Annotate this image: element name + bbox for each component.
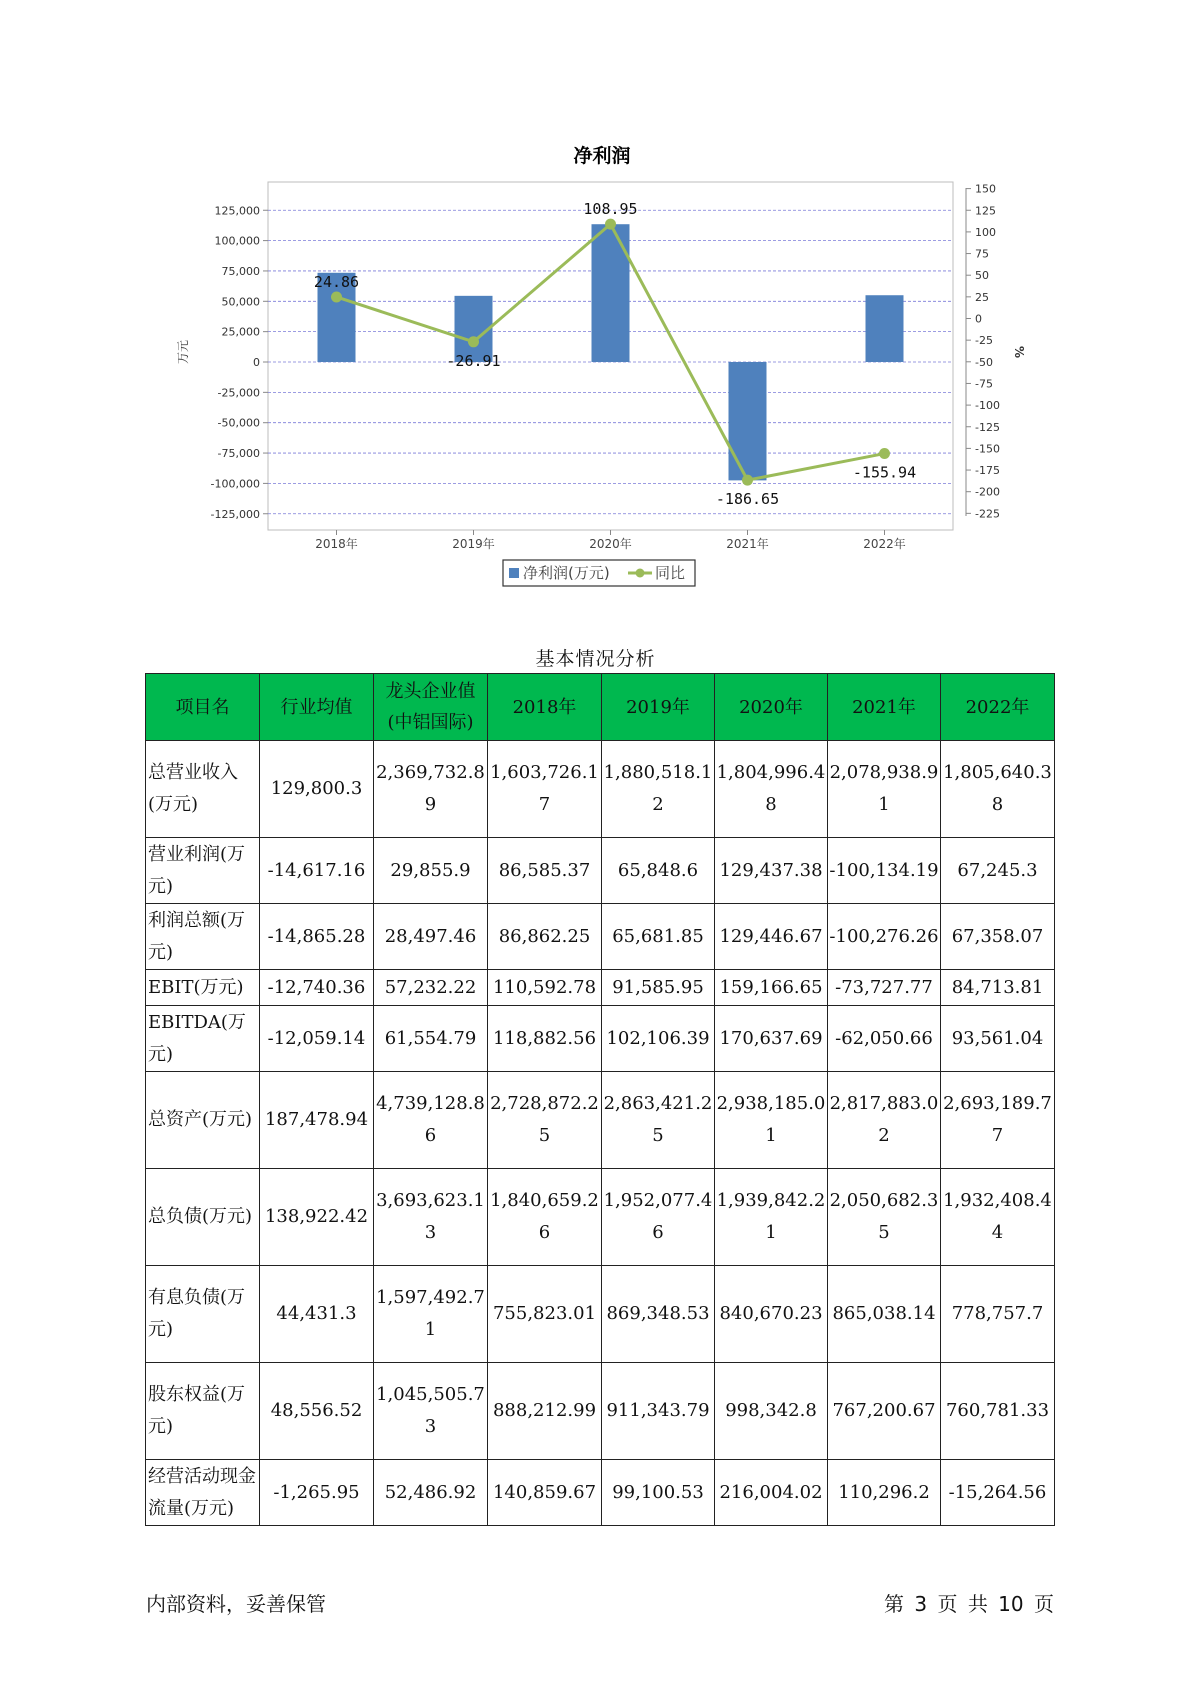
table-cell: 1,597,492.71 (374, 1266, 488, 1363)
table-cell: -15,264.56 (941, 1460, 1055, 1526)
table-cell: 1,952,077.46 (602, 1169, 715, 1266)
right-axis-label: % (1012, 345, 1026, 359)
table-row (146, 1169, 1055, 1266)
table-cell: 65,681.85 (602, 904, 715, 970)
table-title: 基本情况分析 (535, 648, 656, 670)
table-cell: 869,348.53 (602, 1266, 715, 1363)
yoy-point (468, 336, 479, 347)
table-cell: 2,817,883.02 (828, 1072, 941, 1169)
legend-line-marker (636, 569, 645, 578)
data-label: 24.86 (313, 272, 360, 291)
table-cell: 1,805,640.38 (941, 741, 1055, 838)
x-axis-tick-label: 2020年 (589, 537, 632, 551)
table-cell: 138,922.42 (260, 1169, 374, 1266)
table-cell: 187,478.94 (260, 1072, 374, 1169)
table-cell: 44,431.3 (260, 1266, 374, 1363)
left-axis-label: 万元 (176, 339, 190, 365)
right-axis-tick-label: -175 (975, 464, 1000, 478)
right-axis-tick-label: 125 (975, 204, 996, 218)
left-axis-tick-label: 50,000 (221, 295, 260, 309)
yoy-point (605, 219, 616, 230)
x-axis-tick-label: 2019年 (452, 537, 495, 551)
table-cell: 84,713.81 (941, 970, 1055, 1006)
data-label: -186.65 (715, 490, 780, 509)
table-cell: 118,882.56 (488, 1006, 602, 1072)
right-axis-tick-label: -75 (975, 377, 993, 391)
left-axis-tick-label: 25,000 (221, 325, 260, 339)
table-cell: 129,446.67 (715, 904, 828, 970)
right-axis-tick-label: -50 (975, 355, 993, 369)
table-row (146, 904, 1055, 970)
yoy-point (742, 475, 753, 486)
table-row (146, 1072, 1055, 1169)
table-cell: 102,106.39 (602, 1006, 715, 1072)
table-cell: 1,603,726.17 (488, 741, 602, 838)
data-label: -26.91 (446, 351, 501, 370)
right-axis-tick-label: 100 (975, 225, 996, 239)
table-cell: 1,939,842.21 (715, 1169, 828, 1266)
table-cell: 755,823.01 (488, 1266, 602, 1363)
footer-page-number: 第 3 页 共 10 页 (884, 1592, 1054, 1616)
left-axis-tick-label: 100,000 (214, 234, 260, 248)
header-cell: 行业均值 (260, 674, 374, 741)
x-axis-tick-label: 2021年 (726, 537, 769, 551)
table-cell: 1,804,996.48 (715, 741, 828, 838)
table-cell: 2,728,872.25 (488, 1072, 602, 1169)
table-cell: 140,859.67 (488, 1460, 602, 1526)
table-cell: 86,585.37 (488, 838, 602, 904)
basic-analysis-table (145, 673, 1055, 1526)
left-axis-tick-label: -75,000 (217, 447, 260, 461)
left-axis-tick-label: -50,000 (217, 416, 260, 430)
data-label: -155.94 (852, 463, 917, 482)
table-cell: 61,554.79 (374, 1006, 488, 1072)
header-cell: 2021年 (828, 674, 941, 741)
table-cell: 4,739,128.86 (374, 1072, 488, 1169)
right-axis-tick-label: -200 (975, 485, 1000, 499)
table-cell: 170,637.69 (715, 1006, 828, 1072)
table-cell: 3,693,623.13 (374, 1169, 488, 1266)
table-cell: 778,757.7 (941, 1266, 1055, 1363)
row-label: EBITDA(万元) (146, 1006, 260, 1072)
table-cell: -1,265.95 (260, 1460, 374, 1526)
table-cell: 52,486.92 (374, 1460, 488, 1526)
table-cell: 129,800.3 (260, 741, 374, 838)
net-profit-chart (0, 0, 1191, 600)
table-cell: 1,045,505.73 (374, 1363, 488, 1460)
left-axis-tick-label: 0 (253, 356, 260, 369)
table-cell: 2,050,682.35 (828, 1169, 941, 1266)
left-axis-tick-label: 125,000 (214, 204, 260, 218)
table-cell: -62,050.66 (828, 1006, 941, 1072)
table-cell: 2,863,421.25 (602, 1072, 715, 1169)
table-cell: 998,342.8 (715, 1363, 828, 1460)
row-label: 经营活动现金流量(万元) (146, 1460, 260, 1526)
table-cell: -14,865.28 (260, 904, 374, 970)
table-cell: 840,670.23 (715, 1266, 828, 1363)
right-axis-tick-label: -125 (975, 420, 1000, 434)
table-cell: 67,358.07 (941, 904, 1055, 970)
yoy-point (331, 291, 342, 302)
right-axis-tick-label: 75 (975, 247, 989, 261)
table-cell: 57,232.22 (374, 970, 488, 1006)
header-cell: 2022年 (941, 674, 1055, 741)
table-cell: 110,296.2 (828, 1460, 941, 1526)
row-label: 股东权益(万元) (146, 1363, 260, 1460)
left-axis-tick-label: 75,000 (221, 264, 260, 278)
table-cell: 48,556.52 (260, 1363, 374, 1460)
table-cell: 1,932,408.44 (941, 1169, 1055, 1266)
right-axis-tick-label: 150 (975, 182, 996, 196)
data-label: 108.95 (583, 200, 638, 219)
table-row (146, 838, 1055, 904)
table-cell: 67,245.3 (941, 838, 1055, 904)
row-label: 总负债(万元) (146, 1169, 260, 1266)
legend-bar-label: 净利润(万元) (523, 564, 610, 582)
left-axis-tick-label: -25,000 (217, 386, 260, 400)
table-cell: 2,693,189.77 (941, 1072, 1055, 1169)
table-cell: 65,848.6 (602, 838, 715, 904)
table-cell: 1,840,659.26 (488, 1169, 602, 1266)
footer-confidential-note: 内部资料，妥善保管 (146, 1592, 326, 1616)
table-row (146, 1363, 1055, 1460)
table-cell: 99,100.53 (602, 1460, 715, 1526)
header-cell: 2019年 (602, 674, 715, 741)
x-axis-tick-label: 2022年 (863, 537, 906, 551)
table-cell: 29,855.9 (374, 838, 488, 904)
table-cell: 93,561.04 (941, 1006, 1055, 1072)
row-label: 利润总额(万元) (146, 904, 260, 970)
table-cell: 86,862.25 (488, 904, 602, 970)
legend-line-label: 同比 (655, 564, 686, 582)
table-cell: 216,004.02 (715, 1460, 828, 1526)
table-cell: 129,437.38 (715, 838, 828, 904)
x-axis-tick-label: 2018年 (315, 537, 358, 551)
right-axis-tick-label: -150 (975, 442, 1000, 456)
table-cell: 2,078,938.91 (828, 741, 941, 838)
header-cell: 项目名 (146, 674, 260, 741)
table-cell: 2,369,732.89 (374, 741, 488, 838)
table-row (146, 970, 1055, 1006)
right-axis-tick-label: -100 (975, 399, 1000, 413)
row-label: 总资产(万元) (146, 1072, 260, 1169)
table-cell: 159,166.65 (715, 970, 828, 1006)
table-cell: 110,592.78 (488, 970, 602, 1006)
table-row (146, 1006, 1055, 1072)
table-cell: -12,740.36 (260, 970, 374, 1006)
left-axis-tick-label: -125,000 (210, 507, 260, 521)
row-label: 营业利润(万元) (146, 838, 260, 904)
header-cell: 2018年 (488, 674, 602, 741)
table-row (146, 741, 1055, 838)
row-label: 总营业收入(万元) (146, 741, 260, 838)
bar (592, 224, 630, 362)
table-cell: 1,880,518.12 (602, 741, 715, 838)
table-header-row (146, 674, 1055, 741)
table-cell: -14,617.16 (260, 838, 374, 904)
table-cell: -12,059.14 (260, 1006, 374, 1072)
table-cell: 91,585.95 (602, 970, 715, 1006)
table-cell: -100,276.26 (828, 904, 941, 970)
right-axis-tick-label: 50 (975, 269, 989, 283)
row-label: EBIT(万元) (146, 970, 260, 1006)
bar (729, 362, 767, 480)
chart-title: 净利润 (573, 145, 631, 167)
header-cell: 龙头企业值(中铝国际) (374, 674, 488, 741)
legend-bar-swatch (509, 568, 519, 578)
right-axis-tick-label: -225 (975, 507, 1000, 521)
table-cell: 767,200.67 (828, 1363, 941, 1460)
yoy-point (879, 448, 890, 459)
left-axis-tick-label: -100,000 (210, 477, 260, 491)
right-axis-tick-label: 0 (975, 312, 982, 326)
table-cell: 760,781.33 (941, 1363, 1055, 1460)
table-cell: 911,343.79 (602, 1363, 715, 1460)
table-cell: 28,497.46 (374, 904, 488, 970)
table-cell: 888,212.99 (488, 1363, 602, 1460)
table-cell: -100,134.19 (828, 838, 941, 904)
table-cell: 865,038.14 (828, 1266, 941, 1363)
row-label: 有息负债(万元) (146, 1266, 260, 1363)
table-row (146, 1460, 1055, 1526)
bar (866, 295, 904, 362)
header-cell: 2020年 (715, 674, 828, 741)
right-axis-tick-label: -25 (975, 334, 993, 348)
table-cell: 2,938,185.01 (715, 1072, 828, 1169)
table-cell: -73,727.77 (828, 970, 941, 1006)
right-axis-tick-label: 25 (975, 290, 989, 304)
table-row (146, 1266, 1055, 1363)
